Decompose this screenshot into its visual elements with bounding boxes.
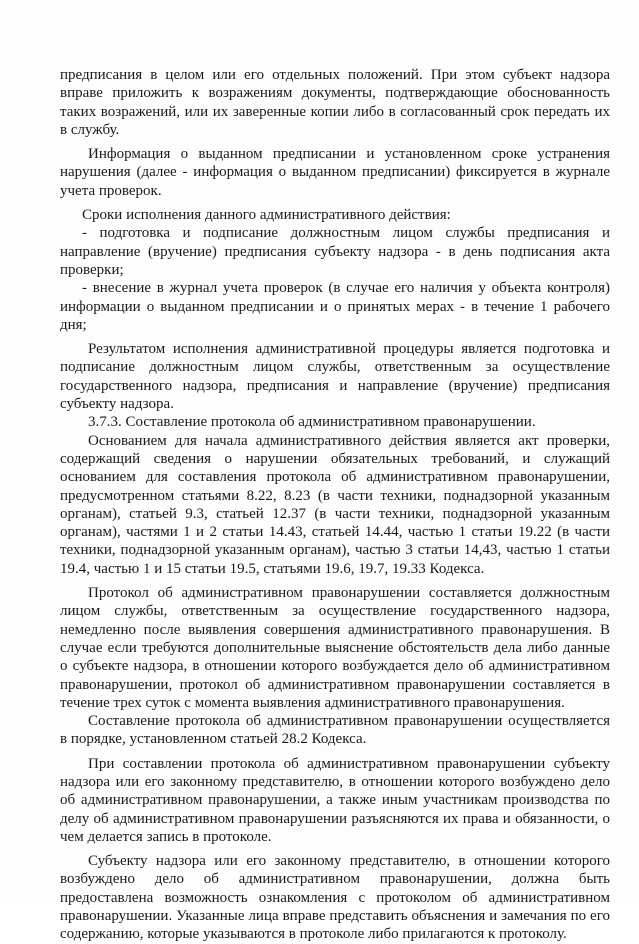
paragraph-protocol-drafted: Протокол об административном правонарушении составляется должностным лицом службы, ответственным за осуществление государственного надзора, немедленно после выявления совершения административного правонарушения. В случае если требуются дополнительные выяснение обстоятельств дела либо данные о субъекте надзора, в отношении которого возбуждается дело об административном правонарушении, протокол об административном правонарушении составляется в течение трех суток с момента выявления административного правонарушения. — [60, 585, 610, 711]
paragraph-grounds: Основанием для начала административного действия является акт проверки, содержащий сведения о нарушении обязательных требований, и служащий основанием для составления протокола об административном правонарушении, предусмотренном статьями 8.22, 8.23 (в части техники, поднадзорной указанным органам), статьей 9.3, статьей 12.37 (в части техники, поднадзорной указанным органам), частями 1 и 2 статьи 14.43, статьей 14.44, частью 1 статьи 19.22 (в части техники, поднадзорной указанным органам), частью 3 статьи 14,43, частью 1 статьи 19.4, частью 1 и 15 статьи 19.5, статьями 19.6, 19.7, 19.33 Кодекса. — [60, 432, 610, 577]
paragraph-result: Результатом исполнения административной процедуры является подготовка и подписание должностным лицом службы, ответственным за осуществление государственного надзора, предписания и направление (вручение) предписания субъекту надзора. — [60, 341, 610, 413]
paragraph-procedure: Составление протокола об административном правонарушении осуществляется в порядке, установленном статьей 28.2 Кодекса. — [60, 713, 610, 748]
paragraph-deadline-item-1: - подготовка и подписание должностным лицом службы предписания и направление (вручение) предписания субъекту надзора - в день подписания акта проверки; — [60, 225, 610, 278]
paragraph-deadline-item-2: - внесение в журнал учета проверок (в случае его наличия у объекта контроля) информации о выданном предписании и о принятых мерах - в течение 1 рабочего дня; — [60, 280, 610, 333]
paragraph-deadlines-heading: Сроки исполнения данного административного действия: — [82, 207, 451, 224]
document-body — [60, 66, 610, 944]
paragraph-info-recorded: Информация о выданном предписании и установленном сроке устранения нарушения (далее - информация о выданном предписании) фиксируется в журнале учета проверок. — [60, 146, 610, 199]
paragraph-rights-explained: При составлении протокола об административном правонарушении субъекту надзора или его законному представителю, в отношении которого возбуждено дело об административном правонарушении, а также иным участникам производства по делу об административном правонарушении разъясняются их права и обязанности, о чем делается запись в протоколе. — [60, 755, 610, 845]
section-heading-3-7-3: 3.7.3. Составление протокола об административном правонарушении. — [88, 414, 536, 431]
paragraph-familiarization: Субъекту надзора или его законному представителю, в отношении которого возбуждено дело об административном правонарушении, должна быть предоставлена возможность ознакомления с протоколом об административном правонарушении. Указанные лица вправе представить объяснения и замечания по его содержанию, которые указываются в протоколе либо прилагаются к протоколу. — [60, 853, 610, 943]
paragraph-objections: предписания в целом или его отдельных положений. При этом субъект надзора вправе приложить к возражениям документы, подтверждающие обоснованность таких возражений, или их заверенные копии либо в согласованный срок передать их в службу. — [60, 67, 610, 138]
